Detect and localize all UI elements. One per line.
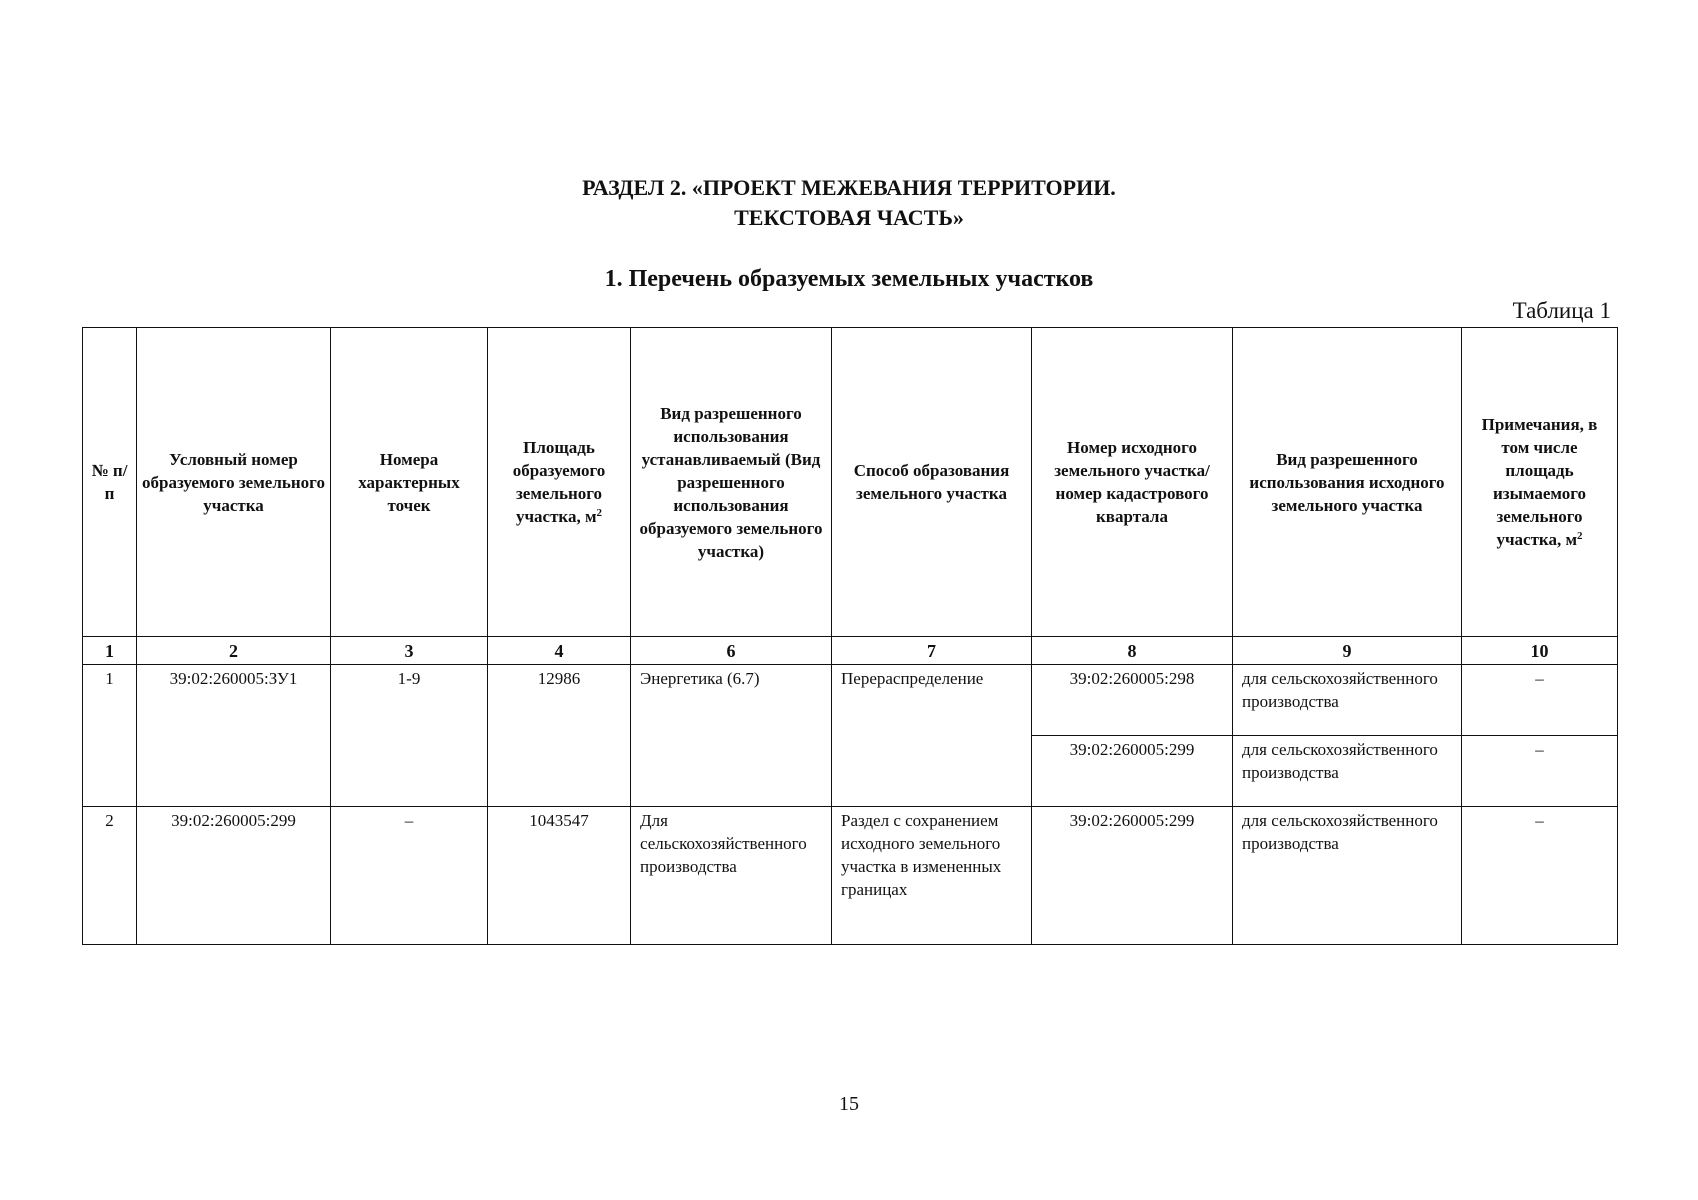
header-num: № п/п <box>83 328 137 637</box>
cell-source-number: 39:02:260005:298 <box>1032 665 1233 736</box>
header-area-text: Площадь образуемого земельного участка, м <box>512 438 606 526</box>
cell-source-use: для сельскохозяйственного производства <box>1233 665 1462 736</box>
table-row <box>83 665 1618 736</box>
cell-method: Перераспределение <box>832 665 1032 807</box>
cell-notes: – <box>1462 807 1618 945</box>
cell-area: 12986 <box>488 665 631 807</box>
cell-notes: – <box>1462 736 1618 807</box>
land-plots-table <box>82 327 1618 945</box>
cell-num: 2 <box>83 807 137 945</box>
column-number: 2 <box>137 637 331 665</box>
column-number: 7 <box>832 637 1032 665</box>
section-heading-line1: РАЗДЕЛ 2. «ПРОЕКТ МЕЖЕВАНИЯ ТЕРРИТОРИИ. <box>582 175 1116 200</box>
cell-method: Раздел с сохранением исходного земельного участка в измененных границах <box>832 807 1032 945</box>
cell-source-use: для сельскохозяйственного производства <box>1233 736 1462 807</box>
header-area-sup: 2 <box>596 507 603 519</box>
column-number: 10 <box>1462 637 1618 665</box>
cell-num: 1 <box>83 665 137 807</box>
table-row <box>83 807 1618 945</box>
column-number: 9 <box>1233 637 1462 665</box>
cell-cond-number: 39:02:260005:299 <box>137 807 331 945</box>
cell-points: – <box>331 807 488 945</box>
header-notes-sup: 2 <box>1577 530 1583 542</box>
column-number: 1 <box>83 637 137 665</box>
column-number: 4 <box>488 637 631 665</box>
header-notes-text: Примечания, в том числе площадь изымаемого земельного участка, м <box>1481 415 1598 549</box>
column-number: 3 <box>331 637 488 665</box>
table-caption: Таблица 1 <box>1512 298 1611 323</box>
table-header-row <box>83 328 1618 637</box>
page-number: 15 <box>839 1093 859 1115</box>
header-source-use: Вид разрешенного использования исходного земельного участка <box>1233 328 1462 637</box>
header-area <box>488 328 631 637</box>
cell-cond-number: 39:02:260005:ЗУ1 <box>137 665 331 807</box>
cell-area: 1043547 <box>488 807 631 945</box>
header-use-type: Вид разрешенного использования устанавливаемый (Вид разрешенного использования образуемого земельного участка) <box>631 328 832 637</box>
column-number-row <box>83 637 1618 665</box>
header-points: Номера характерных точек <box>331 328 488 637</box>
cell-use-type: Для сельскохозяйственного производства <box>631 807 832 945</box>
column-number: 6 <box>631 637 832 665</box>
header-source-number: Номер исходного земельного участка/ номер кадастрового квартала <box>1032 328 1233 637</box>
cell-source-number: 39:02:260005:299 <box>1032 736 1233 807</box>
cell-use-type: Энергетика (6.7) <box>631 665 832 807</box>
cell-points: 1-9 <box>331 665 488 807</box>
section-heading-line2: ТЕКСТОВАЯ ЧАСТЬ» <box>734 205 964 230</box>
header-method: Способ образования земельного участка <box>832 328 1032 637</box>
subsection-title: 1. Перечень образуемых земельных участков <box>604 266 1094 292</box>
cell-source-use: для сельскохозяйственного производства <box>1233 807 1462 945</box>
column-number: 8 <box>1032 637 1233 665</box>
cell-notes: – <box>1462 665 1618 736</box>
cell-source-number: 39:02:260005:299 <box>1032 807 1233 945</box>
header-cond-number: Условный номер образуемого земельного участка <box>137 328 331 637</box>
header-notes <box>1462 328 1618 637</box>
